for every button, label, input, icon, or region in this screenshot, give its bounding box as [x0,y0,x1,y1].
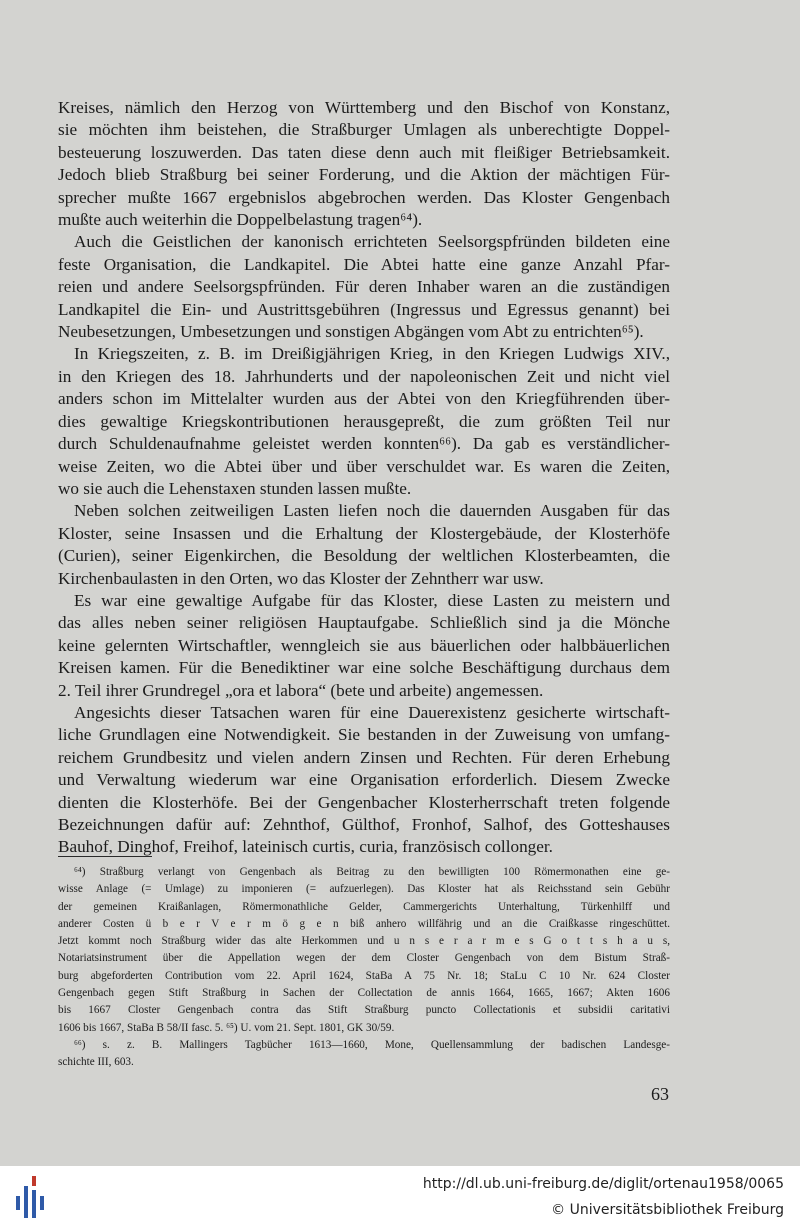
footnote-line: bis 1667 Closter Gengenbach contra das Stift Straßburg puncto Collectationis et subsidii caritativi [58,1004,670,1017]
permalink-url[interactable]: http://dl.ub.uni-freiburg.de/diglit/ortenau1958/0065 [422,1176,784,1192]
body-text-line: Neubesetzungen, Umbesetzungen und sonstigen Abgängen vom Abt zu entrichten⁶⁵). [58,322,644,342]
footnote-line: burg abgeforderten Contribution vom 22. April 1624, StaBa A 75 Nr. 18; StaLu C 10 Nr. 624 Closter [58,969,670,982]
body-text-line: dies gewaltige Kriegskontributionen herausgepreßt, die zum größten Teil nur [58,411,670,431]
footnote-line: der gemeinen Kraißanlagen, Römermonathliche Gelder, Cammergerichts Unterhaltung, Türkenhilff und [58,900,670,913]
body-text-line: reichem Grundbesitz und vielen andern Zinsen und Rechten. Für deren Erhebung [58,747,670,767]
body-text-line: das alles neben seiner religiösen Hauptaufgabe. Schließlich sind ja die Mönche [58,613,670,633]
body-text-line: Kreisen kamen. Für die Benediktiner war eine solche Beschäftigung durchaus dem [58,658,670,678]
body-text-line: Auch die Geistlichen der kanonisch errichteten Seelsorgspfründen bildeten eine [74,232,670,252]
body-text-line: Kirchenbaulasten in den Orten, wo das Kloster der Zehntherr war usw. [58,568,544,588]
body-text-line: Es war eine gewaltige Aufgabe für das Kloster, diese Lasten zu meistern und [74,590,670,610]
footnote-line: schichte III, 603. [58,1056,134,1069]
body-text-line: 2. Teil ihrer Grundregel „ora et labora“ (bete und arbeite) angemessen. [58,680,544,700]
body-text [58,97,670,859]
body-text-line: Kreises, nämlich den Herzog von Württemberg und den Bischof von Konstanz, [58,98,670,117]
body-text-line: keine gelernten Wirtschaftler, wenngleich sie aus bäuerlichen oder halbbäuerlichen [58,635,670,655]
copyright-notice: © Universitätsbibliothek Freiburg [551,1202,784,1218]
footnotes [58,864,670,1072]
body-text-line: durch Schuldenaufnahme geleistet werden konnten⁶⁶). Da gab es verständlicher- [58,434,670,454]
footnote-line: Jetzt kommt noch Straßburg wider das alte Herkommen und u n s e r a r m e s G o t t s h a u s, [58,935,670,948]
body-text-line: Angesichts dieser Tatsachen waren für eine Dauerexistenz gesicherte wirtschaft- [74,702,670,722]
body-text-line: reien und andere Seelsorgspfründen. Für deren Inhaber waren an die zuständigen [58,277,670,297]
body-text-line: Landkapitel die Ein- und Austrittsgebühren (Ingressus und Egressus genannt) bei [58,299,670,319]
ub-freiburg-logo-icon[interactable] [10,1172,50,1222]
body-text-line: wo sie auch die Lehenstaxen stunden lassen mußte. [58,478,412,498]
footnote-line: ⁶⁴) Straßburg verlangt von Gengenbach als Beitrag zu den bewilligten 100 Römermonathen eine ge- [74,866,670,878]
body-text-line: Jedoch blieb Straßburg bei seiner Forderung, und die Aktion der mächtigen Für- [58,165,670,185]
body-text-line: mußte auch weiterhin die Doppelbelastung tragen⁶⁴). [58,210,423,230]
footnote-line: Gengenbach gegen Stift Straßburg in Sachen der Collectation de annis 1664, 1665, 1667; Akten 1606 [58,987,670,1000]
page-number: 63 [651,1084,669,1104]
body-text-line: und Verwaltung wiederum war eine Organisation erforderlich. Diesem Zwecke [58,770,670,790]
footnote-line: anderer Costen ü b e r V e r m ö g e n biß anhero willfährig und an die Craißkasse ringeschüttet. [58,917,670,930]
body-text-line: dienten die Klosterhöfe. Bei der Gengenbacher Klosterherrschaft treten folgende [58,792,670,812]
body-text-line: Neben solchen zeitweiligen Lasten liefen noch die dauernden Ausgaben für das [74,501,670,521]
footnote-line: wisse Anlage (= Umlage) zu imponieren (= aufzuerlegen). Das Kloster hat als Reichsstand sein Gebühr [58,883,670,896]
body-text-line: feste Organisation, die Landkapitel. Die Abtei hatte eine ganze Anzahl Pfar- [58,254,670,274]
body-text-line: Bezeichnungen dafür auf: Zehnthof, Gülthof, Fronhof, Salhof, des Gotteshauses [58,815,670,834]
body-text-line: in den Kriegen des 18. Jahrhunderts und der napoleonischen Zeit und nicht viel [58,366,670,386]
body-text-line: liche Grundlagen eine Notwendigkeit. Sie bestanden in der Zuweisung von umfang- [58,725,670,745]
body-text-line: Bauhof, Dinghof, Freihof, lateinisch curtis, curia, französisch collonger. [58,837,553,857]
footnote-line: ⁶⁶) s. z. B. Mallingers Tagbücher 1613—1660, Mone, Quellensammlung der badischen Landesge- [74,1038,670,1051]
body-text-line: sprecher mußte 1667 ergebnislos abgebrochen werden. Das Kloster Gengenbach [58,187,670,207]
body-text-line: anders schon im Mittelalter wurden aus der Abtei von den Kriegführenden über- [58,389,670,409]
body-text-line: In Kriegszeiten, z. B. im Dreißigjährigen Krieg, in den Kriegen Ludwigs XIV., [74,344,670,364]
footnote-line: Notariatsinstrument über die Appellation wegen der dem Closter Gengenbach von dem Bistum Straß- [58,952,670,965]
footnote-line: 1606 bis 1667, StaBa B 58/II fasc. 5. ⁶⁵) U. vom 21. Sept. 1801, GK 30/59. [58,1021,395,1034]
body-text-line: besteuerung loszuwerden. Das taten diese denn auch mit fleißiger Betriebsamkeit. [58,142,670,162]
footnote-divider [58,856,152,857]
body-text-line: weise Zeiten, wo die Abtei über und über verschuldet war. Es waren die Zeiten, [58,456,670,476]
body-text-line: Kloster, seine Insassen und die Erhaltung der Klostergebäude, der Klosterhöfe [58,523,670,543]
body-text-line: (Curien), seiner Eigenkirchen, die Besoldung der weltlichen Klosterbeamten, die [58,546,670,566]
body-text-line: sie möchten ihm beistehen, die Straßburger Umlagen als unberechtigte Doppel- [58,120,670,140]
